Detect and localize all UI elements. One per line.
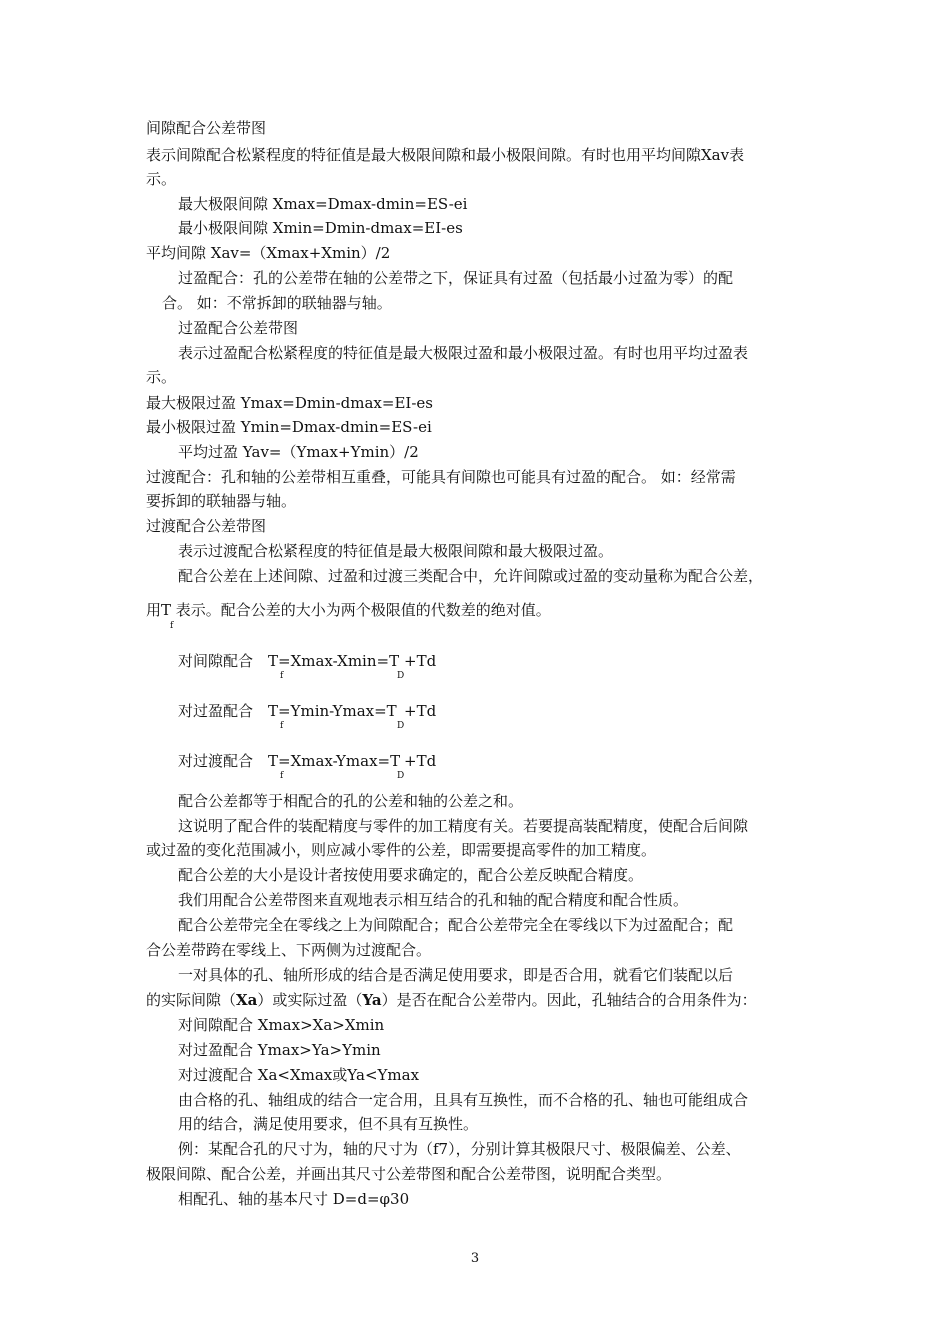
text-line: 我们用配合公差带图来直观地表示相互结合的孔和轴的配合精度和配合性质。	[178, 891, 689, 909]
text-line: 过渡配合：孔和轴的公差带相互重叠，可能具有间隙也可能具有过盈的配合。 如：经常需	[146, 468, 736, 486]
text-line: 示。	[146, 170, 177, 188]
text-line: 用T 表示。配合公差的大小为两个极限值的代数差的绝对值。	[146, 601, 551, 619]
symbol-xa: Xa	[236, 991, 258, 1009]
formula-xmin: 最小极限间隙 Xmin=Dmin-dmax=EI-es	[178, 219, 463, 237]
text-line: 合。 如：不常拆卸的联轴器与轴。	[162, 294, 392, 312]
text-line: 或过盈的变化范围减小，则应减小零件的公差，即需要提高零件的加工精度。	[146, 841, 657, 859]
formula-transition-td: +Td	[404, 752, 437, 770]
text-line: 合公差带跨在零线上、下两侧为过渡配合。	[146, 941, 432, 959]
text-line: 配合公差在上述间隙、过盈和过渡三类配合中，允许间隙或过盈的变动量称为配合公差，	[178, 567, 764, 585]
formula-clearance-t: T	[268, 652, 279, 670]
formula-clearance-td: +Td	[404, 652, 437, 670]
text-segment: ）或实际过盈（	[257, 991, 363, 1009]
formula-clearance-label: 对间隙配合	[178, 652, 254, 670]
text-line-actual	[146, 990, 757, 1010]
formula-ymax: 最大极限过盈 Ymax=Dmin-dmax=EI-es	[146, 394, 433, 412]
text-line: 表示过盈配合松紧程度的特征值是最大极限过盈和最小极限过盈。有时也用平均过盈表	[178, 344, 749, 362]
formula-xav: 平均间隙 Xav=（Xmax+Xmin）/2	[146, 244, 391, 262]
page-number: 3	[470, 1251, 480, 1266]
formula-interference-label: 对过盈配合	[178, 702, 254, 720]
text-line: 这说明了配合件的装配精度与零件的加工精度有关。若要提高装配精度，使配合后间隙	[178, 817, 749, 835]
formula-interference-t: T	[268, 702, 279, 720]
subscript-f: f	[280, 671, 284, 681]
formula-ymin: 最小极限过盈 Ymin=Dmax-dmin=ES-ei	[146, 418, 432, 436]
text-segment: 的实际间隙（	[146, 991, 237, 1009]
text-line: 表示过渡配合松紧程度的特征值是最大极限间隙和最大极限过盈。	[178, 542, 614, 560]
condition-transition: 对过渡配合 Xa<Xmax或Ya<Ymax	[178, 1066, 420, 1084]
subscript-d: D	[397, 671, 405, 681]
heading-transition-diagram: 过渡配合公差带图	[146, 517, 267, 535]
subscript-f: f	[280, 721, 284, 731]
text-line: 过盈配合：孔的公差带在轴的公差带之下，保证具有过盈（包括最小过盈为零）的配	[178, 269, 734, 287]
text-line: 由合格的孔、轴组成的结合一定合用，且具有互换性，而不合格的孔、轴也可能组成合	[178, 1091, 749, 1109]
formula-xmax: 最大极限间隙 Xmax=Dmax-dmin=ES-ei	[178, 195, 468, 213]
text-line: 示。	[146, 368, 177, 386]
symbol-ya: Ya	[362, 991, 382, 1009]
condition-interference: 对过盈配合 Ymax>Ya>Ymin	[178, 1041, 381, 1059]
text-line-basic-size: 相配孔、轴的基本尺寸 D=d=φ30	[178, 1190, 410, 1208]
text-line: 配合公差的大小是设计者按使用要求确定的，配合公差反映配合精度。	[178, 866, 644, 884]
subscript-f: f	[170, 621, 174, 631]
text-segment: ）是否在配合公差带内。因此，孔轴结合的合用条件为：	[381, 991, 757, 1009]
text-line: 配合公差带完全在零线之上为间隙配合；配合公差带完全在零线以下为过盈配合；配	[178, 916, 734, 934]
text-line: 要拆卸的联轴器与轴。	[146, 492, 297, 510]
text-line: 表示间隙配合松紧程度的特征值是最大极限间隙和最小极限间隙。有时也用平均间隙Xav表	[146, 146, 745, 164]
formula-interference-td: +Td	[404, 702, 437, 720]
text-line-example: 例：某配合孔的尺寸为，轴的尺寸为（f7），分别计算其极限尺寸、极限偏差、公差、	[178, 1140, 741, 1158]
formula-yav: 平均过盈 Yav=（Ymax+Ymin）/2	[178, 443, 419, 461]
formula-transition-body: =Xmax-Ymax=T	[278, 752, 401, 770]
condition-clearance: 对间隙配合 Xmax>Xa>Xmin	[178, 1016, 385, 1034]
formula-interference-body: =Ymin-Ymax=T	[278, 702, 397, 720]
subscript-f: f	[280, 771, 284, 781]
text-line: 配合公差都等于相配合的孔的公差和轴的公差之和。	[178, 792, 524, 810]
subscript-d: D	[397, 771, 405, 781]
text-line: 极限间隙、配合公差，并画出其尺寸公差带图和配合公差带图，说明配合类型。	[146, 1165, 672, 1183]
formula-transition-label: 对过渡配合	[178, 752, 254, 770]
heading-clearance-diagram: 间隙配合公差带图	[146, 119, 267, 137]
text-line: 用的结合，满足使用要求，但不具有互换性。	[178, 1115, 479, 1133]
text-line: 一对具体的孔、轴所形成的结合是否满足使用要求，即是否合用，就看它们装配以后	[178, 966, 734, 984]
heading-interference-diagram: 过盈配合公差带图	[178, 319, 299, 337]
subscript-d: D	[397, 721, 405, 731]
formula-transition-t: T	[268, 752, 279, 770]
formula-clearance-body: =Xmax-Xmin=T	[278, 652, 400, 670]
